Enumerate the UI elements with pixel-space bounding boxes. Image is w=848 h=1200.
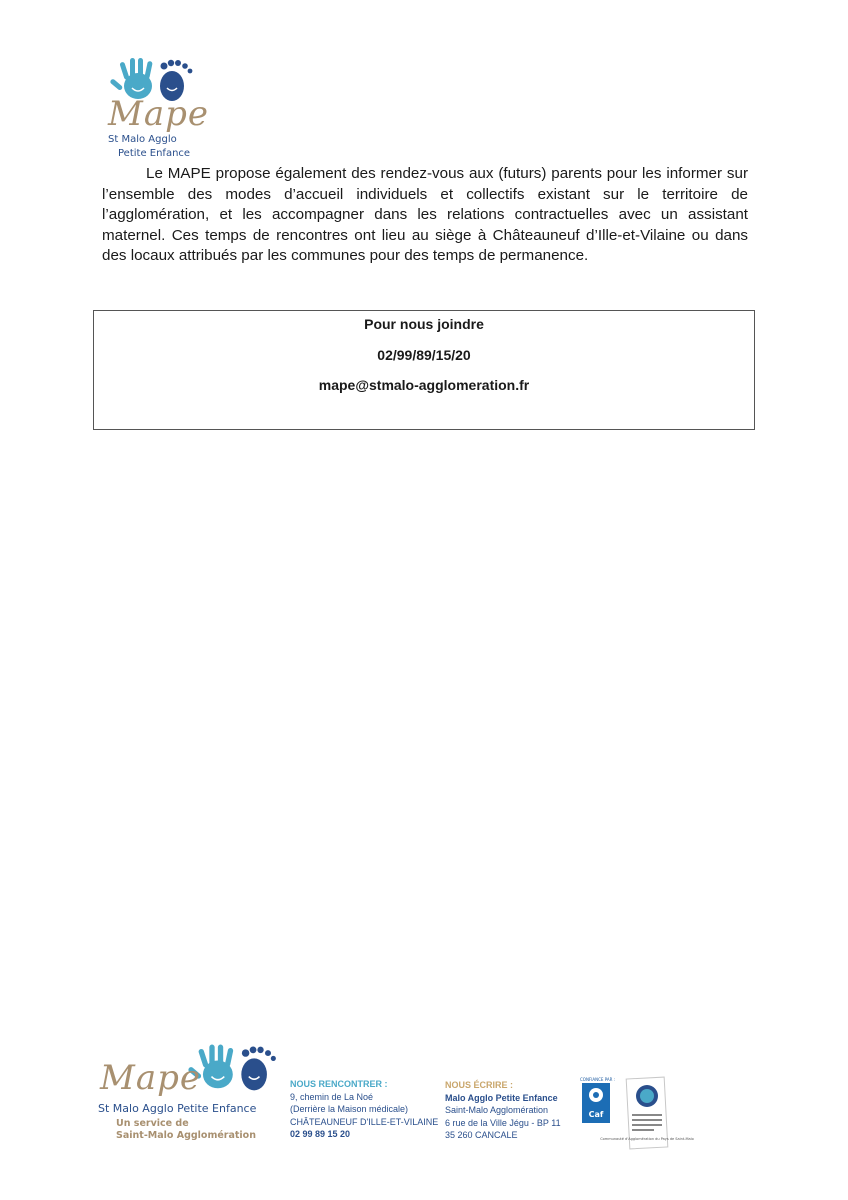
footer-meet-phone: 02 99 89 15 20 xyxy=(290,1129,351,1139)
footer-write-heading: NOUS ÉCRIRE : xyxy=(445,1080,514,1090)
header-logo xyxy=(104,56,209,162)
contact-box xyxy=(93,310,755,430)
contact-phone: 02/99/89/15/20 xyxy=(377,347,471,363)
footer-write-line1: Malo Agglo Petite Enfance xyxy=(445,1092,558,1103)
footer-logo-wordmark: Mape xyxy=(100,1058,201,1098)
caf-icon xyxy=(582,1083,610,1123)
footer-logo xyxy=(98,1042,288,1142)
footer-meet-block xyxy=(290,1078,438,1141)
footer-service-line2: Saint-Malo Agglomération xyxy=(116,1130,256,1141)
contact-email: mape@stmalo-agglomeration.fr xyxy=(318,377,530,393)
footer-write-block xyxy=(445,1079,561,1142)
footer-meet-line3: CHÂTEAUNEUF D'ILLE-ET-VILAINE xyxy=(290,1116,439,1127)
header-logo-line2: Petite Enfance xyxy=(118,148,191,159)
caf-name: Caf xyxy=(588,1110,604,1119)
commune-logo xyxy=(600,1076,694,1150)
footer-write-line4: 35 260 CANCALE xyxy=(445,1130,518,1140)
header-logo-line1: St Malo Agglo xyxy=(108,134,177,145)
footer-meet-heading: NOUS RENCONTRER : xyxy=(290,1079,388,1089)
commune-seal-icon xyxy=(600,1076,694,1150)
footer-write-line3: 6 rue de la Ville Jégu - BP 11 xyxy=(445,1117,561,1128)
footer-service-line1: Un service de xyxy=(116,1118,189,1129)
footer-hand-footprint-icon xyxy=(188,1042,284,1094)
footer-meet-line1: 9, chemin de La Noé xyxy=(290,1091,374,1102)
contact-title: Pour nous joindre xyxy=(364,316,484,332)
header-logo-wordmark: Mape xyxy=(108,94,209,134)
footer-write-line2: Saint-Malo Agglomération xyxy=(445,1105,549,1115)
caf-label: CONFIANCE PAR : xyxy=(580,1077,616,1082)
footer-logo-brand: St Malo Agglo Petite Enfance xyxy=(98,1102,257,1115)
caf-logo xyxy=(580,1077,616,1125)
commune-name: Communauté d'Agglomération du Pays de Saint-Malo xyxy=(600,1137,694,1141)
footer-meet-line2: (Derrière la Maison médicale) xyxy=(290,1104,409,1114)
caf-badge xyxy=(582,1083,610,1123)
body-paragraph: Le MAPE propose également des rendez-vous aux (futurs) parents pour les informer sur l’ensemble des modes d’accueil individuels et collectifs existant sur le territoire de l’agglomération, et les accompagner dans les relations contractuelles avec un assistant maternel. Ces temps de rencontres ont lieu au siège à Châteauneuf d’Ille-et-Vilaine ou dans des locaux attribués par les communes pour des temps de permanence. xyxy=(102,165,748,264)
